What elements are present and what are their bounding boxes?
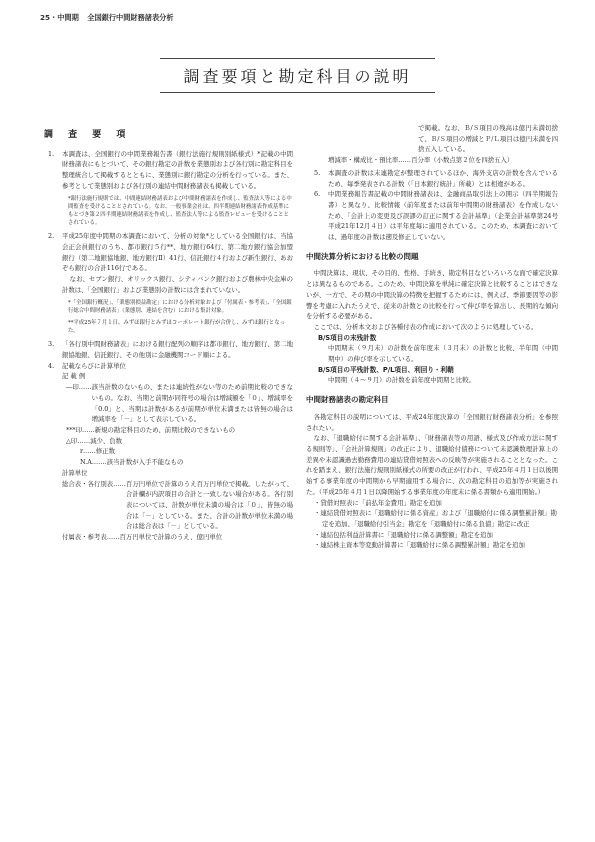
paragraph: なお、「退職給付に関する会計基準」、「財務諸表等の用語、様式及び作成方法に関する規則等」、「会社計算規則」の改正により、退職給付債務について未認識数理計算上の差異や未認識過去勤務費用の連結貸借対照表への反映等が実施されることとなった。これを踏まえ、銀行法施行規則別紙様式の所要の改正が行われ、平成25年４月１日以後開始する事業年度の中間期から早期適用する場合に、次の勘定科目の追加等が実施された。（平成25年４月１日以降開始する事業年度の年度末に係る書類から適用開始。） — [306, 434, 558, 496]
title-rule-top — [160, 58, 435, 59]
item-number: 6. — [314, 190, 321, 199]
subheading-pl: B/S項目の平残計数、P/L項目、利回り・利鞘 — [318, 365, 454, 374]
def-desc: 百万円単位で計算のうえ、億円単位 — [119, 533, 223, 542]
list-item-4 — [48, 361, 293, 372]
page-number: 25・中間期 — [40, 13, 79, 22]
list-item-2 — [48, 231, 293, 295]
paragraph: 中間決算は、現状、その目的、性格、手続き、勘定科目などいろいろな面で確定決算とは異なるものである。このため、中間決算を単純に確定決算と比較することはできないが、一方で、その期の中間決算の特徴を把握するためには、例えば、季節要因等の影響を考慮に入れたうえで、従来の計数との比較を行って伸び率を算出し、長期的な傾向を分析する必要がある。 — [306, 269, 558, 321]
continued-rate-line: 増減率・構成比・預比率……百分率（小数点第２位を四捨五入） — [328, 156, 514, 165]
def-desc: 新規の勘定科目のため、前期比較のできないもの — [94, 425, 236, 434]
list-item-6 — [314, 189, 558, 243]
section-heading-comparison: 中間決算分析における比較の問題 — [306, 251, 419, 261]
unit-heading: 計算単位 — [62, 468, 88, 477]
list-item-3 — [48, 339, 293, 360]
def-term: 総合表・各行別表…… — [62, 479, 126, 488]
def-r: r……修正数 — [80, 447, 116, 456]
item-text: 中間業務報告書記載の中間財務諸表は、金融商品取引法上の開示（四半期報告書）と異なり、比較情報（前年度または前年中間期の財務諸表）を作成しないため、「会計上の変更及び誤謬の訂正に関する会計基準」（企業会計基準第24号平成21年12月４日）は平年度毎に適用されている。このため、本調査においては、過年度の計数は遡及修正していない。 — [328, 190, 558, 242]
def-triangle: △印……減少、負数 — [66, 436, 123, 445]
def-sogo — [62, 479, 293, 533]
def-star — [66, 425, 293, 436]
list-item: ・連結包括利益計算書に「退職給付に係る調整額」勘定を追加 — [314, 530, 493, 539]
def-dash — [66, 382, 293, 425]
item-text: 本調査は、全国銀行の中間業務報告書（銀行法施行規則別紙様式）*記載の中間財務諸表にもとづいて、その銀行勘定の計数を業態別および各行別に勘定科目を整理統合して掲載するとともに、業態別に銀行勘定の分析を行っている。また、参考として業態別および各行別の連結中間財務諸表も掲載している。 — [62, 149, 293, 190]
list-item: ・連結貸借対照表に「退職給付に係る資産」および「退職給付に係る調整累計額」勘定を追加、「退職給付引当金」勘定を「退職給付に係る負債」勘定に改正 — [314, 509, 557, 528]
item-number: 2. — [48, 232, 55, 241]
paragraph: 各勘定科目の説明については、平成24年度決算の「全国銀行財務諸表分析」を参照されたい。 — [306, 412, 558, 432]
item-number: 3. — [48, 340, 55, 349]
def-term: 付属表・参考表…… — [62, 533, 120, 542]
def-desc: 百万円単位で計算のうえ百万円単位で掲載。したがって、合計欄が内訳項目の合計と一致しない場合がある。各行別表については、計数が単位未満の場合は「０」、皆無の場合は「－」としている。また、合計の計数が単位未満の場合は総合表は「－」としている。 — [125, 479, 293, 531]
list-item-5 — [314, 168, 558, 189]
item-text: 「各行別中間財務諸表」における銀行配列の順序は都市銀行、地方銀行、第二地銀協地銀、信託銀行、その他別に金融機関コード順による。 — [62, 340, 293, 360]
list-item: ・連結株主資本等変動計算書に「退職給付に係る調整累計額」勘定を追加 — [314, 541, 525, 550]
def-fuzoku — [62, 532, 293, 543]
item-number: 4. — [48, 361, 55, 370]
subheading-bs-balance: B/S項目の末残計数 — [318, 333, 377, 342]
item-paragraph: なお、セブン銀行、オリックス銀行、シティバンク銀行および農林中央金庫の計数は、「全国銀行」および業態別の計数には含まれていない。 — [62, 275, 293, 294]
list-item: ・貸借対照表に「前払年金費用」勘定を追加 — [314, 498, 442, 507]
paragraph: ここでは、分析本文および各種付表の作成において次のように処理している。 — [313, 322, 538, 331]
item-number: 5. — [314, 168, 321, 177]
subheading-text: 中間期（４～９月）の計数を前年度中間期と比較。 — [328, 376, 475, 385]
def-na: N.A.……該当計数が入手不能なもの — [80, 458, 184, 467]
def-desc: 該当計数のないもの、または連続性がない等のため前期比較のできないもの。なお、当期と前期が同符号の場合は増減額を「０」、増減率を「0.0」と、当期は計数があるが前期が単位未満または皆無の場合は増減率を「－」として表示している。 — [91, 383, 293, 424]
item-number: 1. — [48, 149, 55, 158]
page-title: 調査要項と勘定科目の説明 — [183, 67, 412, 86]
right-column — [306, 123, 558, 551]
title-rule-bottom — [160, 92, 435, 93]
example-heading: 記 載 例 — [62, 372, 86, 381]
footnote-1: *銀行法施行規則では、中間連結財務諸表および中間財務諸表を作成し、監査法人等による中間監査を受けることとされている。なお、一般事業会社は、四半期連結財務諸表作成基準にもとづき第２四半期連結財務諸表を作成し、監査法人等による監査レビューを受けることとされている。 — [68, 195, 292, 227]
section-title-survey: 調 査 要 項 — [44, 130, 132, 140]
left-column — [40, 130, 293, 543]
footnote-2a: *「全国銀行概況」、「業態別損益勘定」における分析対象および「付属表・参考表」、「全国銀行総合中間財務諸表」（業態別、連結を含む）における集計対象。 — [68, 299, 292, 314]
section-heading-accounts: 中間財務諸表の勘定科目 — [306, 395, 389, 405]
def-term: ―印…… — [66, 383, 92, 392]
title-box — [40, 58, 555, 93]
running-header — [40, 13, 174, 23]
continued-text: で掲載。なお、Ｂ/Ｓ項目の残高は億円未満切捨て、Ｂ/Ｓ項目の増減とＰ/Ｌ項目は億円未満を四捨五入している。 — [418, 124, 558, 154]
subheading-text: 中間期末（９月末）の計数を前年度末（３月末）の計数と比較、半年間（中間期中）の伸び率を示している。 — [328, 344, 558, 364]
footnote-2b: **平成25年７月１日、みずほ銀行とみずほコーポレート銀行が合併し、みずほ銀行となった。 — [68, 319, 286, 335]
def-term: ***印…… — [66, 425, 95, 434]
header-title: 全国銀行中間財務諸表分析 — [87, 13, 174, 22]
item-text: 記載ならびに計算単位 — [62, 361, 126, 370]
item-text: 平成25年度中間期の本調査において、分析の対象*としている全国銀行は、当協会正会員銀行のうち、都市銀行５行**、地方銀行64行、第二地方銀行協会加盟銀行（第二地銀協地銀、地方銀行Ⅱ）41行、信託銀行４行および新生銀行、あおぞら銀行の合計116行である。 — [62, 232, 293, 273]
list-item-1 — [48, 149, 293, 192]
item-text: 本調査の計数は末連勘定が整理されているほか、海外支店の計数を含んでいるため、毎季発表される計数（「日本銀行統計」所載）とは相違がある。 — [328, 168, 558, 188]
